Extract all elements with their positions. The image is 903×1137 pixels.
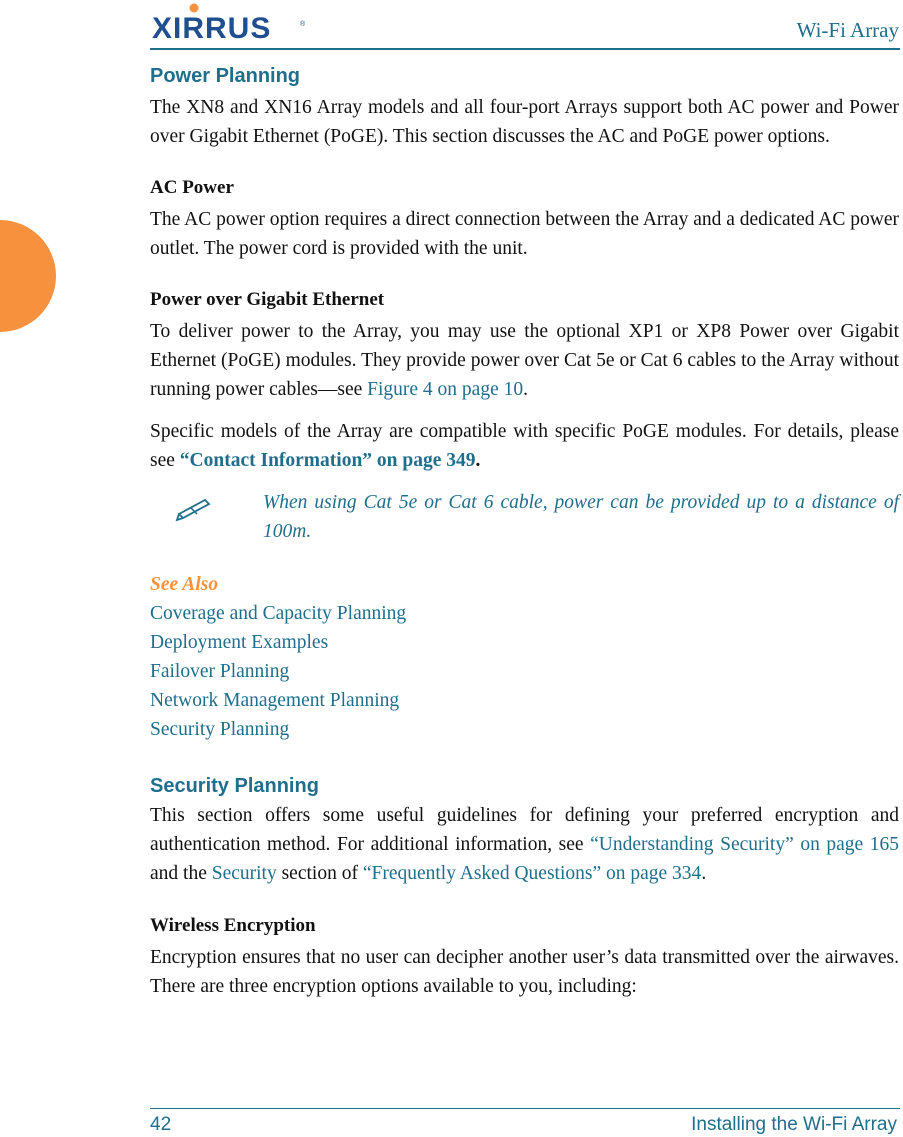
wireless-encryption-text: Encryption ensures that no user can decipher another user’s data transmitted over the airwaves. There are three encryption options available to you, including: (150, 947, 899, 997)
section-heading-security-planning: Security Planning (150, 775, 319, 797)
see-also-list (150, 599, 899, 744)
page-content (150, 64, 899, 1001)
footer-divider (150, 1108, 900, 1109)
logo-wordmark: XIRRUS (152, 12, 272, 44)
chapter-tab-marker (0, 220, 56, 332)
see-also-label: See Also (150, 574, 219, 595)
poge-paragraph-1: To deliver power to the Array, you may use the optional XP1 or XP8 Power over Gigabit Ethernet (PoGE) modules. They provide power over Cat 5e or Cat 6 cables to the Array without running power cables—see Figure 4 on page 10. (150, 321, 899, 400)
section-heading-power-planning: Power Planning (150, 65, 301, 87)
understanding-security-link[interactable]: “Understanding Security” on page 165 (590, 834, 899, 855)
subheading-poge: Power over Gigabit Ethernet (150, 289, 385, 310)
note-block (150, 488, 899, 546)
page-number: 42 (150, 1114, 172, 1135)
subheading-wireless-encryption: Wireless Encryption (150, 915, 316, 936)
subheading-ac-power: AC Power (150, 177, 234, 198)
note-pencil-icon (175, 490, 215, 522)
see-also-link[interactable]: Deployment Examples (150, 632, 329, 653)
ac-power-text: The AC power option requires a direct connection between the Array and a dedicated AC power outlet. The power cord is provided with the unit. (150, 209, 899, 259)
security-link[interactable]: Security (211, 863, 277, 884)
power-planning-intro: The XN8 and XN16 Array models and all four-port Arrays support both AC power and Power over Gigabit Ethernet (PoGE). This section discusses the AC and PoGE power options. (150, 97, 899, 147)
note-text: When using Cat 5e or Cat 6 cable, power can be provided up to a distance of 100m. (263, 492, 899, 542)
contact-information-link[interactable]: “Contact Information” on page 349 (179, 450, 476, 471)
see-also-link[interactable]: Security Planning (150, 719, 290, 740)
xirrus-logo (150, 2, 310, 44)
running-header-title: Wi-Fi Array (796, 18, 899, 42)
header-divider (150, 48, 900, 50)
faq-link[interactable]: “Frequently Asked Questions” on page 334 (362, 863, 702, 884)
see-also-block (150, 570, 899, 744)
svg-text:®: ® (300, 21, 306, 28)
figure-4-link[interactable]: Figure 4 on page 10 (367, 379, 524, 400)
see-also-link[interactable]: Coverage and Capacity Planning (150, 603, 407, 624)
security-planning-text: This section offers some useful guidelines for defining your preferred encryption and authentication method. For additional information, see “Understanding Security” on page 165 and the Security section of “Frequently Asked Questions” on page 334. (150, 805, 899, 884)
see-also-link[interactable]: Network Management Planning (150, 690, 400, 711)
see-also-link[interactable]: Failover Planning (150, 661, 290, 682)
poge-paragraph-2: Specific models of the Array are compatible with specific PoGE modules. For details, please see “Contact Information” on page 349. (150, 421, 899, 471)
footer-chapter-title: Installing the Wi-Fi Array (691, 1114, 897, 1135)
